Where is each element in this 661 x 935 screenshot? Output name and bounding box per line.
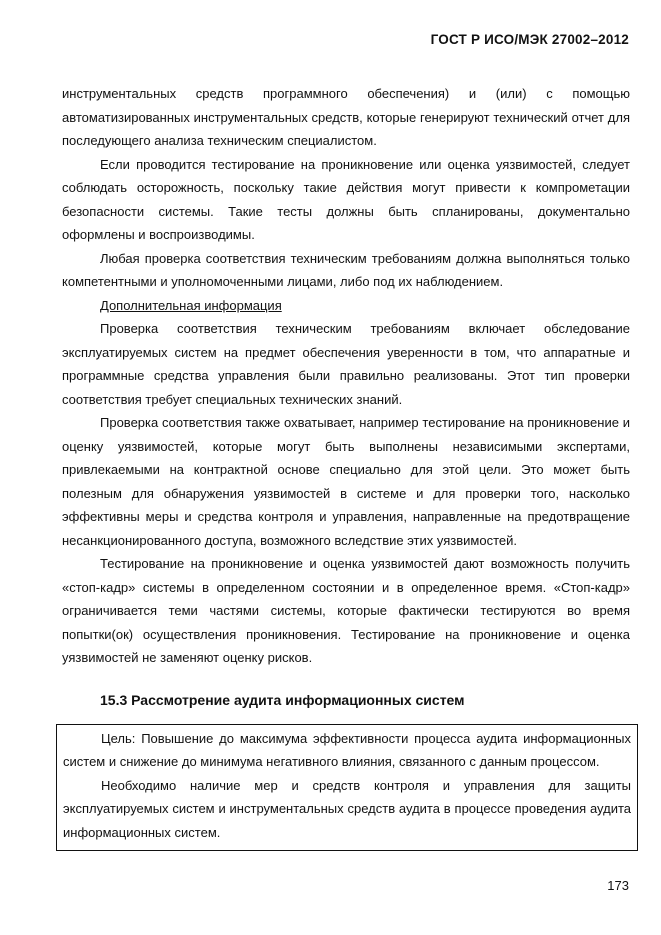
objective-goal: Цель: Повышение до максимума эффективности процесса аудита информационных систем и снижение до минимума негативного влияния, связанного с данным процессом. — [63, 730, 631, 769]
objective-text: Необходимо наличие мер и средств контроля и управления для защиты эксплуатируемых систем и инструментальных средств аудита в процессе проведения аудита информационных систем. — [63, 777, 631, 840]
additional-info-heading: Дополнительная информация — [100, 297, 282, 313]
page-number: 173 — [607, 878, 629, 893]
paragraph-snapshot: Тестирование на проникновение и оценка уязвимостей дают возможность получить «стоп-кадр» системы в определенном состоянии и в определенное время. «Стоп-кадр» ограничивается теми частями системы, которые фактически тестируются во время попытки(ок) осуществления проникновения. Тестирование на проникновение и оценка уязвимостей не заменяют оценку рисков. — [62, 556, 630, 665]
additional-info-heading-wrap — [62, 294, 630, 318]
paragraph-competent-persons: Любая проверка соответствия техническим требованиям должна выполняться только компетентными и уполномоченными лицами, либо под их наблюдением. — [62, 250, 630, 289]
document-header: ГОСТ Р ИСО/МЭК 27002–2012 — [430, 32, 629, 47]
paragraph-penetration-caution: Если проводится тестирование на проникновение или оценка уязвимостей, следует соблюдать осторожность, поскольку такие действия могут привести к компрометации безопасности системы. Такие тесты должны быть спланированы, документально оформлены и воспроизводимы. — [62, 156, 630, 242]
paragraph-compliance-check: Проверка соответствия техническим требованиям включает обследование эксплуатируемых систем на предмет обеспечения уверенности в том, что аппаратные и программные средства управления были правильно реализованы. Этот тип проверки соответствия требует специальных технических знаний. — [62, 321, 630, 407]
document-body — [62, 82, 630, 851]
paragraph-continuation: инструментальных средств программного обеспечения) и (или) с помощью автоматизированных инструментальных средств, которые генерируют технический отчет для последующего анализа техническим специалистом. — [62, 86, 630, 148]
objective-box — [56, 724, 638, 852]
section-title: 15.3 Рассмотрение аудита информационных систем — [100, 691, 465, 708]
paragraph-independent-experts: Проверка соответствия также охватывает, например тестирование на проникновение и оценку уязвимостей, которые могут быть выполнены независимыми экспертами, привлекаемыми на контрактной основе специально для этой цели. Это может быть полезным для обнаружения уязвимостей в системе и для проверки того, насколько эффективны меры и средства контроля и управления, направленные на предотвращение несанкционированного доступа, возможного вследствие этих уязвимостей. — [62, 415, 630, 548]
